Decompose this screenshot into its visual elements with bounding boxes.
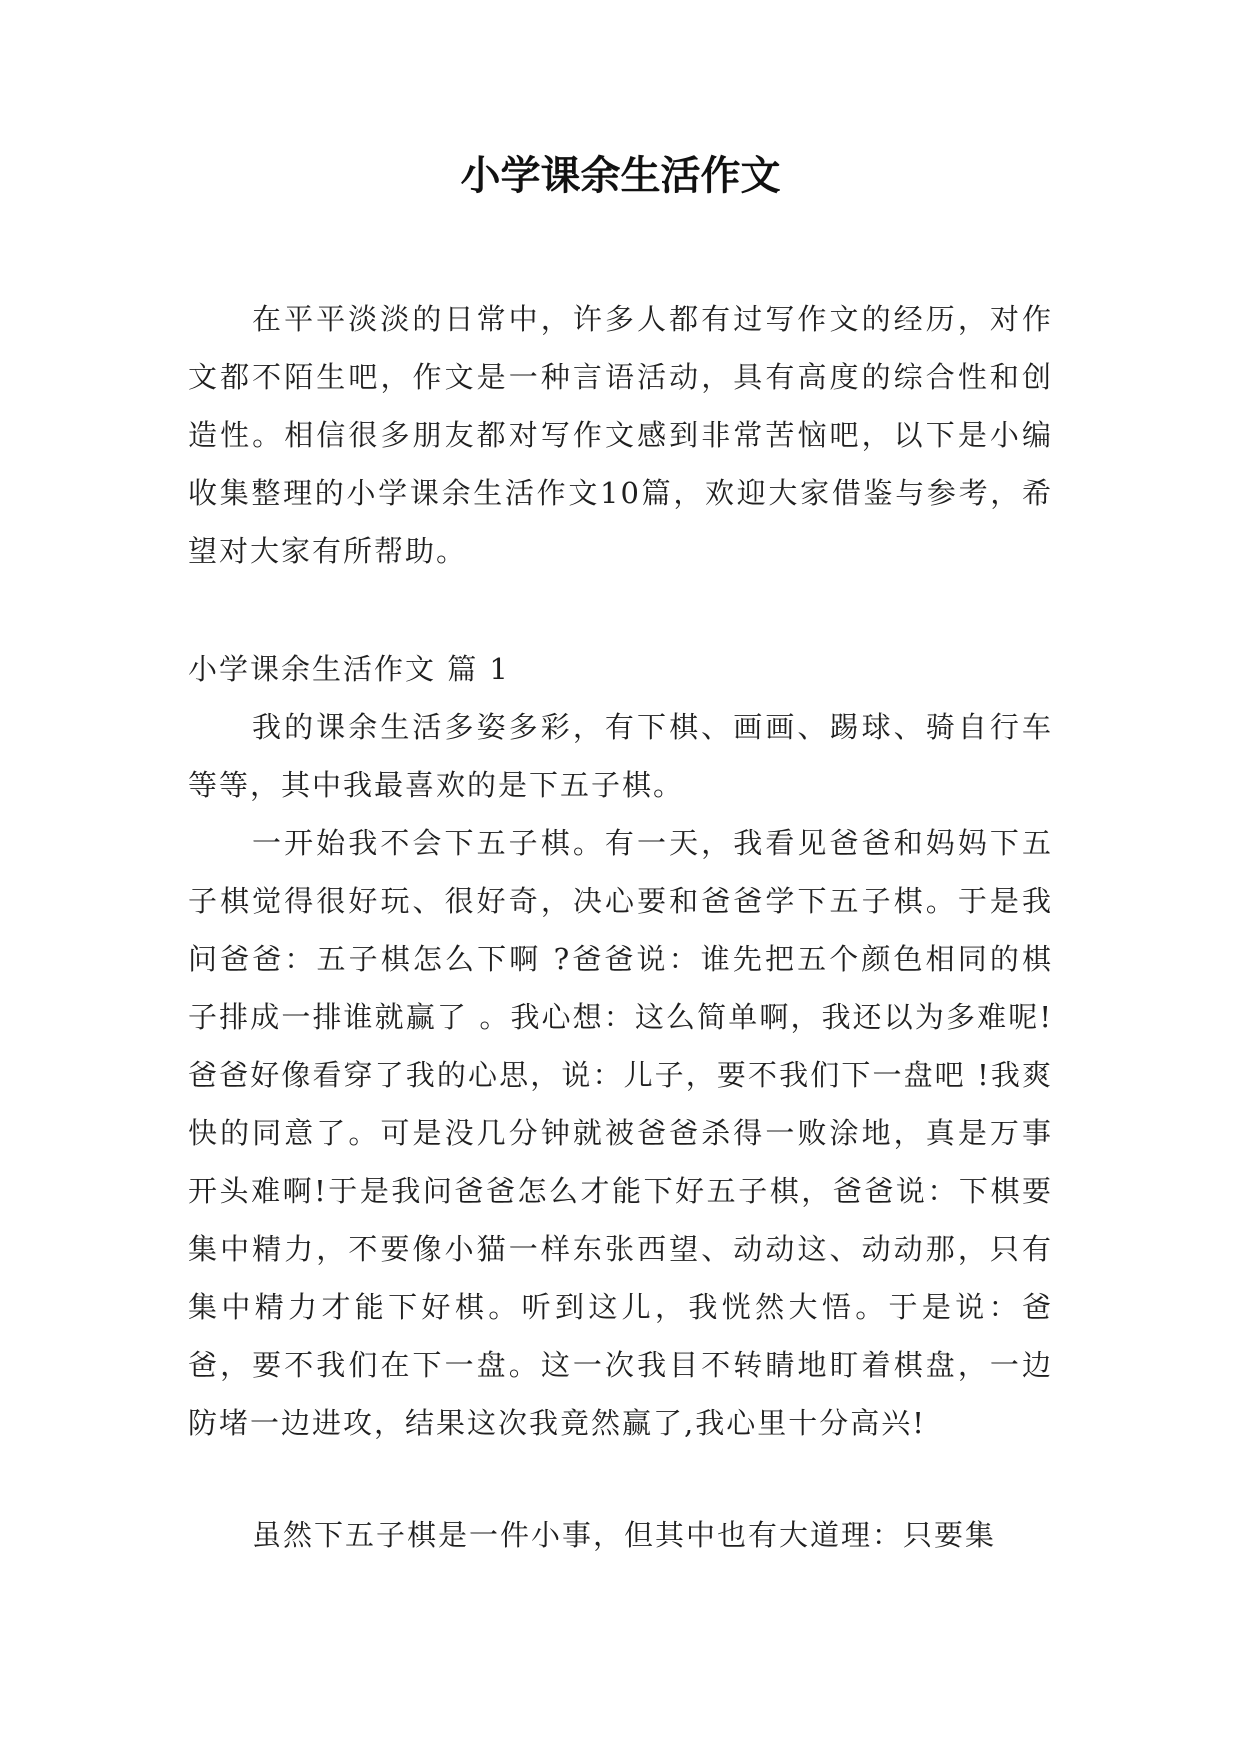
body-paragraph-2: 一开始我不会下五子棋。有一天，我看见爸爸和妈妈下五子棋觉得很好玩、很好奇，决心要和爸爸学下五子棋。于是我问爸爸：五子棋怎么下啊 ?爸爸说：谁先把五个颜色相同的棋子排成一排谁就赢了 。我心想：这么简单啊，我还以为多难呢!爸爸好像看穿了我的心思，说：儿子，要不我们下一盘吧 !我爽快的同意了。可是没几分钟就被爸爸杀得一败涂地，真是万事开头难啊!于是我问爸爸怎么才能下好五子棋，爸爸说：下棋要集中精力，不要像小猫一样东张西望、动动这、动动那，只有集中精力才能下好棋。听到这儿，我恍然大悟。于是说：爸爸，要不我们在下一盘。这一次我目不转睛地盯着棋盘，一边防堵一边进攻，结果这次我竟然赢了,我心里十分高兴! [188, 826, 1053, 1440]
body-paragraph-3: 虽然下五子棋是一件小事，但其中也有大道理：只要集 [252, 1518, 997, 1552]
document-title: 小学课余生活作文 [460, 152, 781, 199]
section-heading: 小学课余生活作文 篇 1 [188, 652, 510, 686]
body-paragraph-1: 我的课余生活多姿多彩，有下棋、画画、踢球、骑自行车等等，其中我最喜欢的是下五子棋。 [188, 710, 1053, 802]
intro-paragraph: 在平平淡淡的日常中，许多人都有过写作文的经历，对作文都不陌生吧，作文是一种言语活动，具有高度的综合性和创造性。相信很多朋友都对写作文感到非常苦恼吧，以下是小编收集整理的小学课余生活作文10篇，欢迎大家借鉴与参考，希望对大家有所帮助。 [188, 302, 1053, 568]
